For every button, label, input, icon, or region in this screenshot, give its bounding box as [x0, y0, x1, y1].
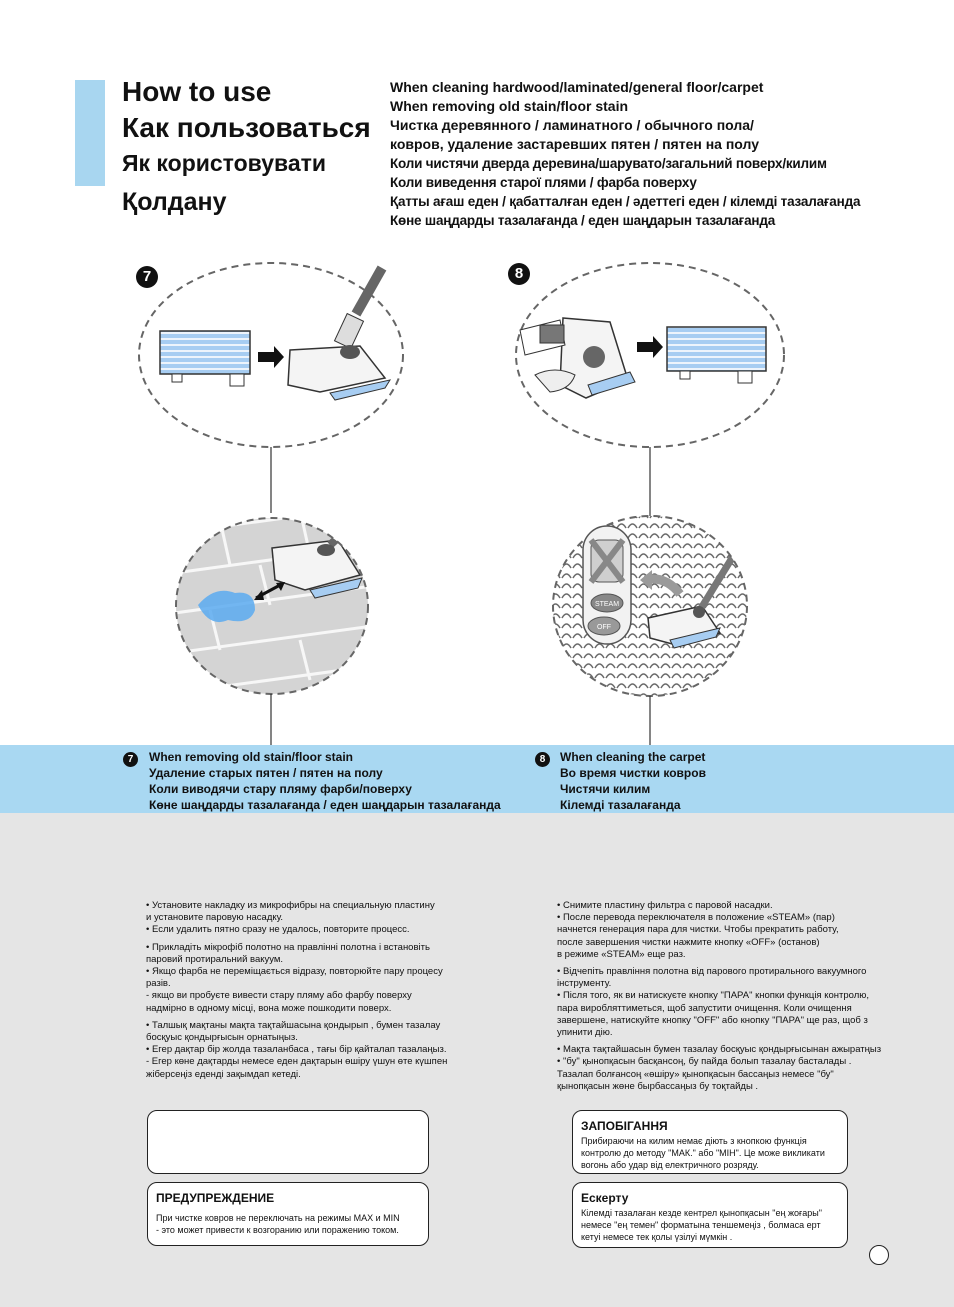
left-instructions — [146, 900, 447, 1081]
heading-uk-2: Коли виведення старої плями / фарба поверху — [390, 175, 697, 190]
steam-label: STEAM — [594, 601, 620, 608]
right-line: Тазалап болғансоң «өшіру» қынопқасын бассаңыз немесе "бу" — [557, 1068, 834, 1080]
step8-caption-en: When cleaning the carpet — [560, 750, 706, 764]
step8-caption-kk: Кілемді тазалағанда — [560, 798, 681, 812]
left-line: • Якщо фарба не переміщається відразу, повторюйте пару процесу — [146, 966, 443, 978]
warning-line-uk: Прибираючи на килим немає діють з кнопкою функція — [581, 1136, 807, 1146]
step8-caption-badge: 8 — [535, 752, 550, 767]
right-line: • Після того, як ви натискуєте кнопку "ПАРА" кнопки функція контролю, — [557, 990, 870, 1002]
heading-kk-2: Көне шаңдарды тазалағанда / еден шаңдарын тазалағанда — [390, 213, 776, 228]
right-line: упинити дію. — [557, 1027, 613, 1039]
heading-en-1: When cleaning hardwood/laminated/general floor/carpet — [390, 79, 764, 95]
step7-caption-en: When removing old stain/floor stain — [149, 750, 354, 764]
step7-caption-badge: 7 — [123, 752, 138, 767]
warning-title-ru: ПРЕДУПРЕЖДЕНИЕ — [156, 1191, 275, 1205]
warning-title-uk: ЗАПОБІГАННЯ — [581, 1119, 668, 1133]
empty-note-box — [147, 1110, 429, 1174]
right-line: • Відчепіть правління полотна від парового протирального вакуумного — [557, 966, 867, 978]
right-line: после завершения чистки нажмите кнопку «OFF» (останов) — [557, 936, 820, 948]
warning-line-ru: - это может привести к возгоранию или поражению током. — [156, 1225, 399, 1235]
step8-detail-illustration — [516, 263, 784, 447]
left-line: - якщо ви пробуєте вивести стару пляму або фарбу поверху — [146, 990, 412, 1002]
right-line: қынопқасын жөне бырбассаңыз бу тоқтайды . — [557, 1080, 759, 1092]
step7-caption-ru: Удаление старых пятен / пятен на полу — [149, 766, 383, 780]
title-en: How to use — [122, 76, 272, 107]
step7-caption-kk: Көне шаңдарды тазалағанда / еден шаңдарын тазалағанда — [149, 798, 501, 812]
warning-title-kk: Ескерту — [581, 1191, 629, 1205]
warning-line-uk: контролю до методу "МАК." або "МІН". Це може викликати — [581, 1148, 825, 1158]
title-uk: Як користовувати — [122, 150, 327, 176]
warning-line-kk: Кілемді тазалаған кезде кентрел қынопқасын "ең жоғары" — [581, 1208, 822, 1218]
heading-uk-1: Коли чистячи дверда деревина/шарувато/загальний поверх/килим — [390, 156, 827, 171]
title-kk: Қолдану — [122, 188, 227, 216]
left-line: жіберсеңіз едендi зақымдап кетеді. — [146, 1068, 301, 1080]
left-line: • Если удалить пятно сразу не удалось, повторите процесс. — [146, 924, 410, 936]
step7-caption — [149, 749, 501, 813]
heading-en-2: When removing old stain/floor stain — [390, 98, 629, 114]
left-line: • Егер дақтар бір жолда тазаланбаса , тағы бір қайталап тазалаңыз. — [146, 1044, 447, 1056]
right-line: • "бу" қынопқасын басқансоң, бу пайда болып тазалау басталады . — [557, 1056, 852, 1068]
left-line: боcқуыс қондырғысын орнатыңыз. — [146, 1032, 298, 1044]
step8-carpet-illustration — [550, 510, 750, 700]
title-ru: Как пользоваться — [122, 112, 371, 143]
left-line: • Талшық мақтаны мақта тақтайшасына қондырып , бумен тазалау — [146, 1019, 441, 1031]
left-line: паровий протиральний вакуум. — [146, 953, 284, 965]
heading-kk-1: Қатты ағаш еден / қабатталған еден / әдеттегі еден / кілемді тазалағанда — [390, 194, 861, 209]
step7-caption-uk: Коли виводячи стару пляму фарби/поверху — [149, 782, 412, 796]
warning-box-ru — [147, 1182, 429, 1246]
right-instructions — [557, 900, 881, 1093]
warning-line-uk: вогонь або удар від електричного розряду. — [581, 1160, 759, 1170]
step8-caption-uk: Чистячи килим — [560, 782, 651, 796]
right-line: • Мақта тақтайшасын бумен тазалау боcқуыс қондырғысынан ажыратңыз — [557, 1044, 882, 1056]
left-line: - Егер көне дақтарды немесе еден дақтарын өшіру үшун өте күшпен — [146, 1056, 448, 1068]
warning-line-ru: При чистке ковров не переключать на режимы MAX и MIN — [156, 1213, 400, 1223]
heading-ru-2: ковров, удаление застаревших пятен / пятен на полу — [390, 136, 759, 152]
step7-badge: 7 — [136, 266, 158, 288]
left-line: и установите паровую насадку. — [146, 912, 284, 924]
left-line: • Установите накладку из микрофибры на специальную пластину — [146, 900, 435, 911]
right-line: • После перевода переключателя в положение «STEAM» (пар) — [557, 912, 835, 924]
right-line: інструменту. — [557, 978, 612, 990]
heading-ru-1: Чистка деревянного / ламинатного / обычного пола/ — [390, 117, 754, 133]
left-line: • Прикладіть мікрофіб полотно на правлінні полотна і встановіть — [146, 941, 430, 953]
warning-line-kk: немесе "ең темен" форматына теншемеңіз , болмаса ерт — [581, 1220, 821, 1230]
step8-caption-ru: Во время чистки ковров — [560, 766, 706, 780]
right-line: начнется генерация пара для чистки. Чтобы прекратить работу, — [557, 924, 839, 936]
right-line: завершене, натискуйте кнопку "OFF" або кнопку "ПАРА" ще раз, щоб з — [557, 1014, 868, 1026]
warning-box-kk — [572, 1182, 848, 1248]
left-line: разів. — [146, 978, 171, 990]
right-line: пара виробляттиметься, щоб запустити очищення. Коли очищення — [557, 1002, 852, 1014]
right-line: • Снимите пластину фильтра с паровой насадки. — [557, 900, 773, 911]
warning-line-kk: кетуі немесе тек қолы үзілуі мүмкін . — [581, 1232, 733, 1242]
warning-box-uk — [572, 1110, 848, 1174]
page-number-circle — [869, 1245, 889, 1265]
left-line: надмірно в одному місці, вона може пошкодити поверх. — [146, 1002, 392, 1014]
right-line: в режиме «STEAM» еще раз. — [557, 948, 686, 960]
off-label: OFF — [597, 624, 611, 631]
step8-badge: 8 — [508, 263, 530, 285]
step7-floor-illustration — [160, 505, 380, 700]
step7-detail-illustration — [139, 263, 403, 447]
step8-caption — [560, 749, 706, 813]
